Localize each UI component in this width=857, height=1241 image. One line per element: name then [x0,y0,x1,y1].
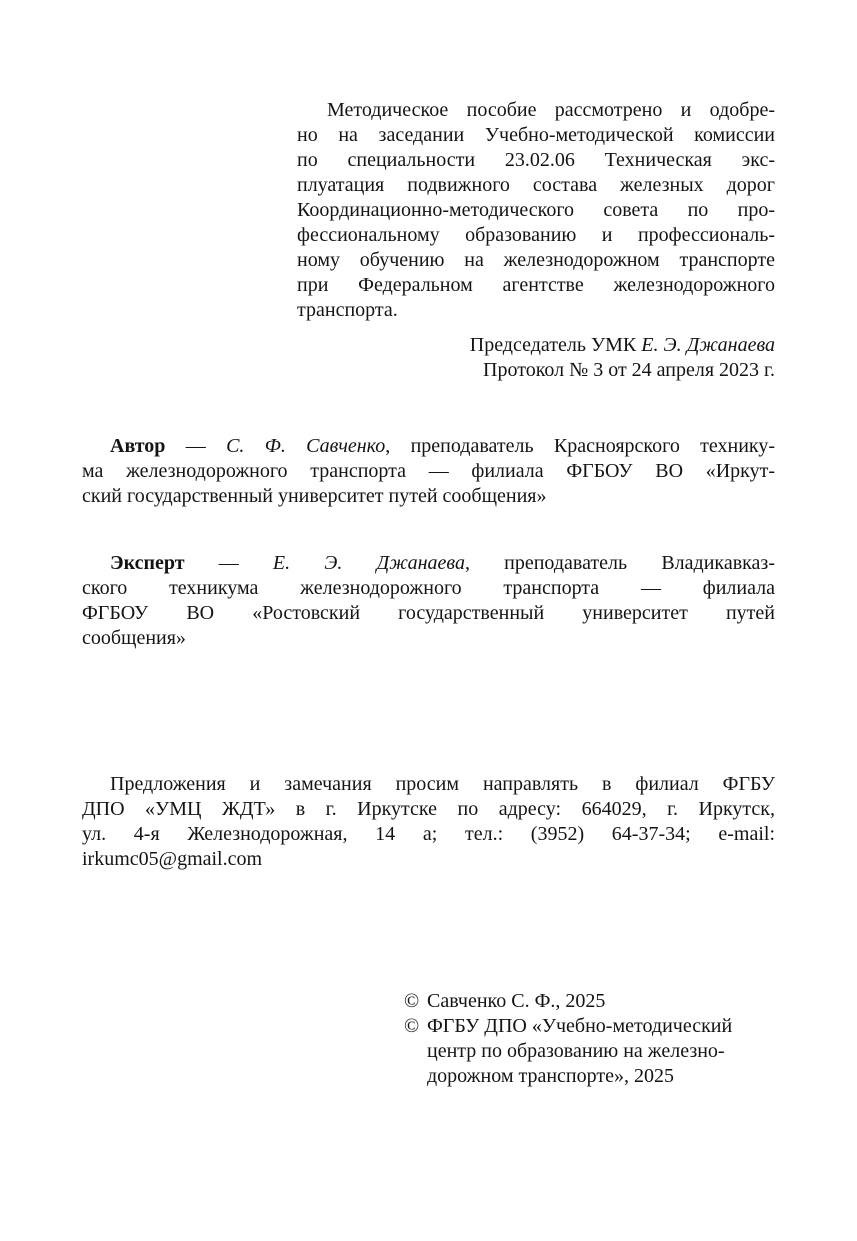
approval-paragraph [297,98,775,323]
feedback-line: ул. 4-я Железнодорожная, 14 а; тел.: (3952) 64-37-34; e-mail: [82,823,775,845]
copyright-entry [404,1014,776,1089]
copyright-line: Савченко С. Ф., 2025 [427,990,606,1012]
copyright-entry-text [427,989,776,1014]
approval-line: транспорта. [297,299,398,321]
author-paragraph [82,434,775,509]
copyright-line: центр по образованию на железно- [427,1040,725,1062]
approval-line: по специальности 23.02.06 Техническая экс- [297,149,775,171]
expert-line: ского техникума железнодорожного транспорта — филиала [82,577,775,599]
expert-line: сообщения» [82,627,186,649]
feedback-line: Предложения и замечания просим направлять в филиал ФГБУ [110,773,775,795]
copyright-line: ФГБУ ДПО «Учебно-методический [427,1015,733,1037]
approval-line: плуатация подвижного состава железных дорог [297,174,775,196]
copyright-entry [404,989,776,1014]
expert-line-rest: , преподаватель Владикавказ- [464,552,775,574]
expert-line: ФГБОУ ВО «Ростовский государственный университет путей [82,602,775,624]
approval-line: Координационно-методического совета по про- [297,199,775,221]
expert-line [82,551,775,576]
expert-paragraph [82,551,775,651]
chairman-title: Председатель УМК [469,334,642,356]
feedback-email: irkumc05@gmail.com [82,848,263,870]
approval-line: но на заседании Учебно-методической комиссии [297,124,775,146]
copyright-entry-text [427,1014,776,1089]
approval-line: ному обучению на железнодорожном транспорте [297,249,775,271]
author-line: ский государственный университет путей сообщения» [82,485,547,507]
approval-line: при Федеральном агентстве железнодорожного [297,274,775,296]
author-label: Автор [110,435,166,457]
copyright-symbol: © [404,990,420,1012]
feedback-line: ДПО «УМЦ ЖДТ» в г. Иркутске по адресу: 664029, г. Иркутск, [82,798,775,820]
approval-line: Методическое пособие рассмотрено и одобре- [327,99,775,121]
approval-line: фессиональному образованию и профессиональ- [297,224,775,246]
copyright-symbol: © [404,1015,420,1037]
protocol-line: Протокол № 3 от 24 апреля 2023 г. [483,359,775,381]
author-line: ма железнодорожного транспорта — филиала ФГБОУ ВО «Иркут- [82,460,775,482]
author-separator: — [165,435,227,457]
feedback-paragraph [82,772,775,872]
chairman-name: Е. Э. Джанаева [641,334,775,356]
chairman-line [297,333,775,358]
copyright-line: дорожном транспорте», 2025 [427,1065,674,1087]
author-line-rest: , преподаватель Красноярского технику- [385,435,776,457]
author-line [82,434,775,459]
copyright-block [404,989,776,1089]
expert-separator: — [184,552,273,574]
expert-name: Е. Э. Джанаева [272,552,465,574]
expert-label: Эксперт [110,552,185,574]
author-name: С. Ф. Савченко [226,435,386,457]
chairman-signature [297,333,775,383]
